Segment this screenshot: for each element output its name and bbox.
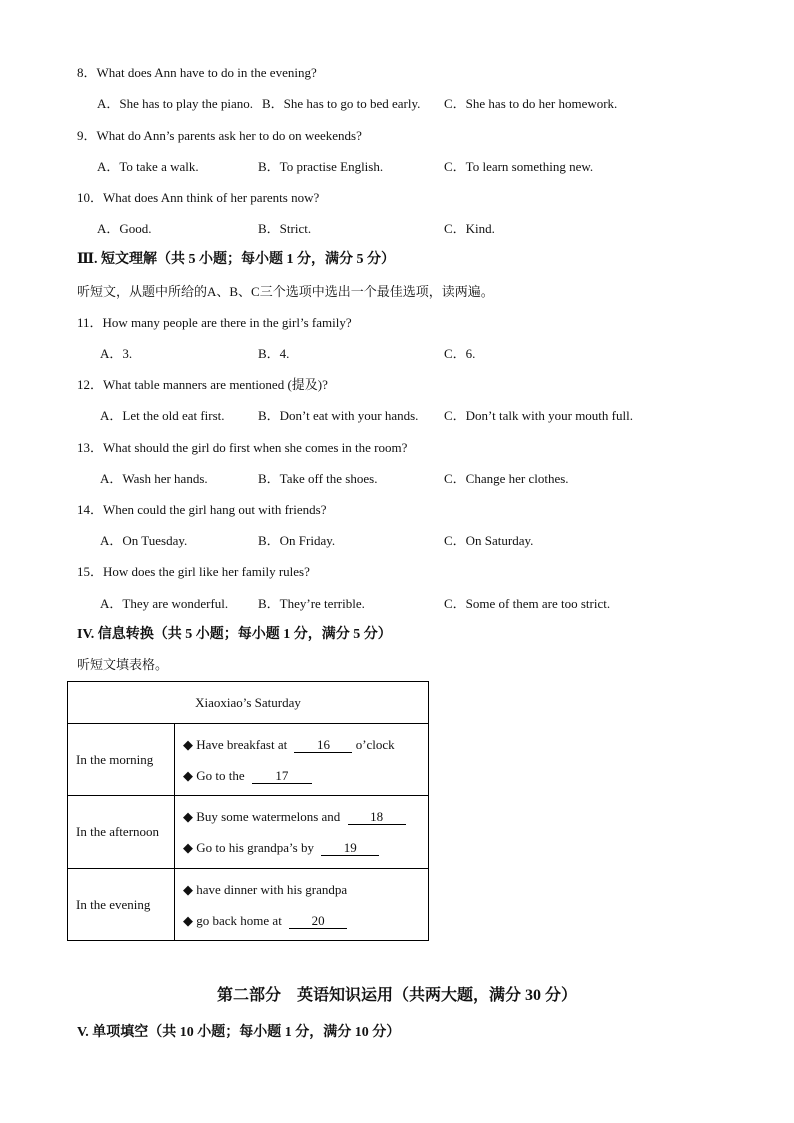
option-10a: A．Good. — [97, 221, 152, 236]
list-item — [183, 905, 420, 936]
blank-19: 19 — [321, 841, 379, 856]
section-5-heading: V. 单项填空（共 10 小题；每小题 1 分，满分 10 分） — [77, 1025, 401, 1040]
option-14b: B．On Friday. — [258, 533, 336, 548]
item-suffix: o’clock — [355, 736, 395, 752]
option-12a: A．Let the old eat first. — [100, 408, 225, 423]
option-11a: A．3. — [100, 346, 133, 361]
question-12: 12．What table manners are mentioned (提及)? — [77, 377, 328, 392]
row-items — [175, 869, 429, 941]
question-14: 14．When could the girl hang out with friends? — [77, 502, 327, 517]
option-14c: C．On Saturday. — [444, 533, 534, 548]
list-item — [183, 729, 420, 760]
option-10c: C．Kind. — [444, 221, 495, 236]
table-title: Xiaoxiao’s Saturday — [68, 682, 429, 724]
row-label: In the evening — [68, 869, 175, 941]
option-11b: B．4. — [258, 346, 290, 361]
blank-18: 18 — [348, 810, 406, 825]
saturday-table — [67, 681, 429, 941]
item-text: ◆ have dinner with his grandpa — [183, 881, 348, 897]
option-13b: B．Take off the shoes. — [258, 471, 378, 486]
question-10: 10．What does Ann think of her parents now? — [77, 190, 320, 205]
option-8a: A．She has to play the piano. — [97, 96, 253, 111]
blank-20: 20 — [289, 914, 347, 929]
option-12b: B．Don’t eat with your hands. — [258, 408, 419, 423]
option-13c: C．Change her clothes. — [444, 471, 569, 486]
part-2-heading: 第二部分 英语知识运用（共两大题，满分 30 分） — [216, 987, 577, 1004]
question-11: 11．How many people are there in the girl’s family? — [77, 315, 352, 330]
option-9c: C．To learn something new. — [444, 159, 594, 174]
item-text: ◆ go back home at — [183, 912, 282, 928]
item-text: ◆ Buy some watermelons and — [183, 809, 341, 824]
blank-17: 17 — [252, 769, 312, 784]
question-15: 15．How does the girl like her family rules? — [77, 564, 310, 579]
list-item — [183, 832, 420, 863]
option-9a: A．To take a walk. — [97, 159, 199, 174]
option-12c: C．Don’t talk with your mouth full. — [444, 408, 633, 423]
table-row — [68, 796, 429, 869]
table-row — [68, 724, 429, 796]
row-items — [175, 724, 429, 796]
row-label: In the morning — [68, 724, 175, 796]
section-4-heading: IV. 信息转换（共 5 小题；每小题 1 分，满分 5 分） — [77, 627, 392, 642]
option-15b: B．They’re terrible. — [258, 596, 365, 611]
option-14a: A．On Tuesday. — [100, 533, 188, 548]
option-13a: A．Wash her hands. — [100, 471, 208, 486]
question-13: 13．What should the girl do first when she comes in the room? — [77, 440, 408, 455]
item-text: ◆ Go to his grandpa’s by — [183, 840, 314, 855]
row-items — [175, 796, 429, 869]
question-8: 8．What does Ann have to do in the evening? — [77, 65, 317, 80]
option-10b: B．Strict. — [258, 221, 312, 236]
item-text: ◆ Go to the — [183, 767, 245, 783]
option-8c: C．She has to do her homework. — [444, 96, 618, 111]
option-9b: B．To practise English. — [258, 159, 384, 174]
table-row — [68, 869, 429, 941]
option-8b: B．She has to go to bed early. — [262, 96, 421, 111]
blank-16: 16 — [294, 738, 352, 753]
list-item — [183, 801, 420, 832]
section-3-heading: Ⅲ. 短文理解（共 5 小题；每小题 1 分，满分 5 分） — [77, 252, 396, 267]
section-3-instruction: 听短文，从题中所给的A、B、C三个选项中选出一个最佳选项，读两遍。 — [77, 284, 494, 299]
question-9: 9．What do Ann’s parents ask her to do on weekends? — [77, 128, 362, 143]
list-item — [183, 760, 420, 791]
option-15c: C．Some of them are too strict. — [444, 596, 611, 611]
row-label: In the afternoon — [68, 796, 175, 869]
option-15a: A．They are wonderful. — [100, 596, 229, 611]
section-4-instruction: 听短文填表格。 — [77, 657, 169, 672]
item-text: ◆ Have breakfast at — [183, 736, 288, 752]
list-item — [183, 874, 420, 905]
option-11c: C．6. — [444, 346, 476, 361]
